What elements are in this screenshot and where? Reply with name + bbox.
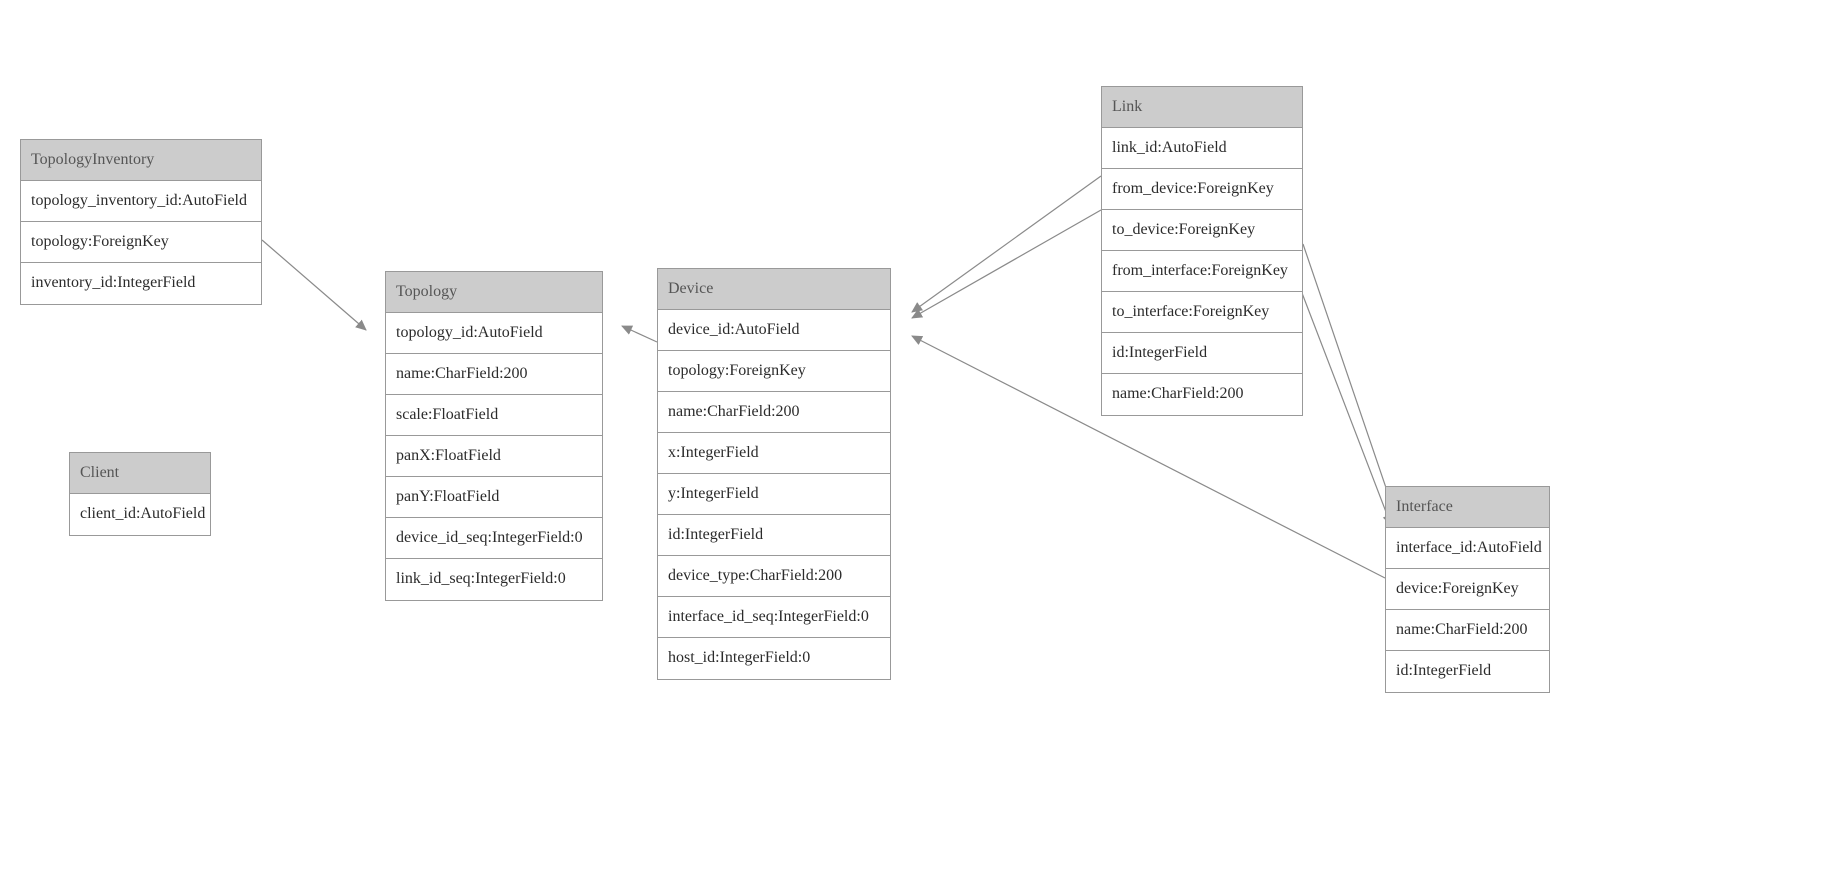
- entity-field: device_id:AutoField: [658, 310, 890, 351]
- entity-field: device_id_seq:IntegerField:0: [386, 518, 602, 559]
- entity-field: inventory_id:IntegerField: [31, 274, 196, 291]
- entity-field: host_id:IntegerField:0: [668, 649, 811, 666]
- entity-field: name:CharField:200: [386, 354, 602, 395]
- entity-title: Link: [1102, 87, 1302, 128]
- edge-topologyinventory-topology: [262, 240, 366, 330]
- entity-title: Client: [70, 453, 210, 494]
- entity-field: client_id:AutoField: [80, 505, 206, 522]
- entity-title: TopologyInventory: [21, 140, 261, 181]
- entity-field: interface_id_seq:IntegerField:0: [658, 597, 890, 638]
- entity-field: id:IntegerField: [1102, 333, 1302, 374]
- edge-link-device-to: [912, 210, 1101, 318]
- entity-topology-inventory[interactable]: [20, 139, 262, 305]
- entity-field: topology_inventory_id:AutoField: [21, 181, 261, 222]
- entity-field: to_device:ForeignKey: [1102, 210, 1302, 251]
- entity-field: id:IntegerField: [658, 515, 890, 556]
- entity-title: Device: [658, 269, 890, 310]
- entity-interface[interactable]: [1385, 486, 1550, 693]
- entity-field: panY:FloatField: [386, 477, 602, 518]
- entity-field: topology_id:AutoField: [386, 313, 602, 354]
- entity-field: id:IntegerField: [1396, 662, 1492, 679]
- entity-field: link_id:AutoField: [1102, 128, 1302, 169]
- entity-title: Interface: [1386, 487, 1549, 528]
- entity-client[interactable]: [69, 452, 211, 536]
- edge-device-topology: [622, 326, 657, 342]
- entity-field: name:CharField:200: [1112, 385, 1244, 402]
- entity-field: scale:FloatField: [386, 395, 602, 436]
- entity-field: panX:FloatField: [386, 436, 602, 477]
- entity-title: Topology: [386, 272, 602, 313]
- entity-field: link_id_seq:IntegerField:0: [396, 570, 566, 587]
- edge-link-interface-to: [1297, 280, 1391, 525]
- entity-field: from_interface:ForeignKey: [1102, 251, 1302, 292]
- entity-field: y:IntegerField: [658, 474, 890, 515]
- entity-field: interface_id:AutoField: [1386, 528, 1549, 569]
- edge-link-interface-from: [1303, 244, 1398, 523]
- entity-field: device:ForeignKey: [1386, 569, 1549, 610]
- entity-field: topology:ForeignKey: [21, 222, 261, 263]
- entity-field: name:CharField:200: [1386, 610, 1549, 651]
- entity-field: x:IntegerField: [658, 433, 890, 474]
- entity-field: device_type:CharField:200: [658, 556, 890, 597]
- entity-field: from_device:ForeignKey: [1102, 169, 1302, 210]
- entity-topology[interactable]: [385, 271, 603, 601]
- entity-field: to_interface:ForeignKey: [1102, 292, 1302, 333]
- entity-field: topology:ForeignKey: [658, 351, 890, 392]
- entity-link[interactable]: [1101, 86, 1303, 416]
- edge-link-device-from: [912, 176, 1101, 312]
- entity-field: name:CharField:200: [658, 392, 890, 433]
- entity-device[interactable]: [657, 268, 891, 680]
